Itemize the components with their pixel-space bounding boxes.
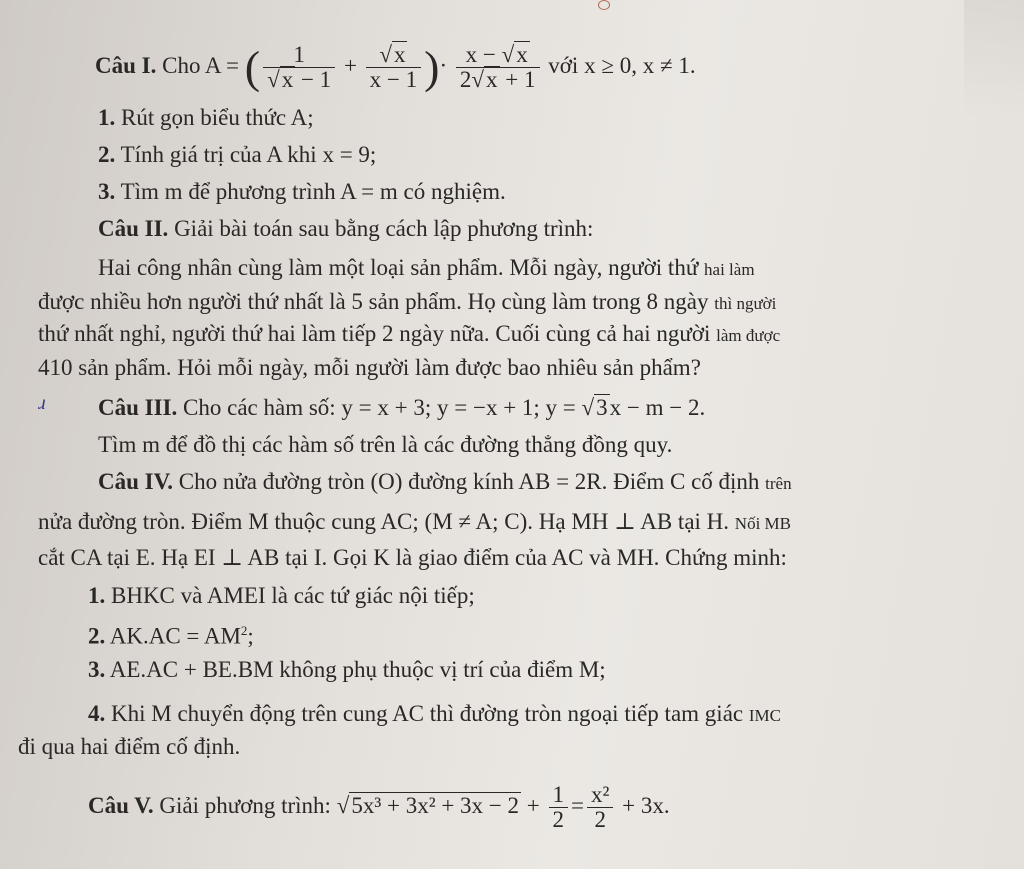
cau4-line-3: cắt CA tại E. Hạ EI ⊥ AB tại I. Gọi K là giao điểm của AC và MH. Chứng minh:: [38, 545, 787, 570]
cau2-line-1: Hai công nhân cùng làm một loại sản phẩm. Mỗi ngày, người thứ hai làm: [98, 255, 755, 280]
cau3-header: Câu III. Cho các hàm số: y = x + 3; y = −x + 1; y = √3x − m − 2.: [98, 395, 706, 420]
cau2-line-2: được nhiều hơn người thứ nhất là 5 sản phẩm. Họ cùng làm trong 8 ngày thì người: [38, 289, 777, 314]
handwritten-mark: ɹ: [38, 392, 46, 414]
cau4-item-4: 4. Khi M chuyển động trên cung AC thì đường tròn ngoại tiếp tam giác IMC: [88, 701, 781, 726]
cau1-item-1: 1. Rút gọn biểu thức A;: [98, 105, 314, 130]
fraction-2: $\frac{√x}{x - 1}$: [366, 43, 421, 92]
fraction-3: $\frac{x - √x}{2√x + 1}$: [456, 43, 540, 92]
cau1-condition: với x ≥ 0, x ≠ 1.: [548, 53, 696, 78]
cau4-item-1: 1. BHKC và AMEI là các tứ giác nội tiếp;: [88, 583, 475, 608]
cau5-fraction-1: $\frac{1}{2}$: [549, 783, 569, 832]
cau4-item-3: 3. AE.AC + BE.BM không phụ thuộc vị trí của điểm M;: [88, 657, 606, 682]
cau4-item-2: 2. $AK.AC = AM^2$;: [88, 623, 254, 649]
cau5-line: Câu V. Giải phương trình: √5x³ + 3x² + 3x − 2 + $\frac{1}{2}$ = $\frac{\text{x²}}{2}$ + 3x.: [88, 782, 670, 833]
page-shadow: [964, 0, 1024, 120]
fraction-1: $\frac{1}{√x - 1}$: [263, 43, 335, 92]
cau1-header: Câu I. Cho A = ( $\frac{1}{√x - 1}$ + $\frac{√x}{x - 1}$ )· $\frac{x - √x}{2√x + 1}$ với x ≥ 0, x ≠ 1.: [95, 41, 696, 93]
cau5-radicand: 5x³ + 3x² + 3x − 2: [351, 793, 520, 818]
cau2-line-3: thứ nhất nghỉ, người thứ hai làm tiếp 2 ngày nữa. Cuối cùng cả hai người làm được: [38, 321, 781, 346]
cau3-line-2: Tìm m để đồ thị các hàm số trên là các đường thẳng đồng quy.: [98, 432, 673, 457]
right-paren: ): [424, 41, 440, 93]
cau4-line-2: nửa đường tròn. Điểm M thuộc cung AC; (M ≠ A; C). Hạ MH ⊥ AB tại H. Nối MB: [38, 509, 792, 534]
cau2-header: Câu II. Giải bài toán sau bằng cách lập phương trình:: [98, 216, 594, 241]
cau1-item-3: 3. Tìm m để phương trình A = m có nghiệm.: [98, 179, 506, 204]
cau1-item-2: 2. Tính giá trị của A khi x = 9;: [98, 142, 377, 167]
cau5-fraction-2: $\frac{\text{x²}}{2}$: [587, 783, 613, 832]
cau4-item-4-cont: đi qua hai điểm cố định.: [18, 734, 241, 759]
cau1-pre: Cho A =: [162, 53, 239, 78]
cau4-line-1: Câu IV. Cho nửa đường tròn (O) đường kính AB = 2R. Điểm C cố định trên: [98, 469, 792, 494]
pen-mark: [598, 0, 610, 10]
cau2-line-4: 410 sản phẩm. Hỏi mỗi ngày, mỗi người làm được bao nhiêu sản phẩm?: [38, 355, 701, 380]
left-paren: (: [244, 41, 261, 93]
cau1-label: Câu I.: [95, 53, 157, 78]
